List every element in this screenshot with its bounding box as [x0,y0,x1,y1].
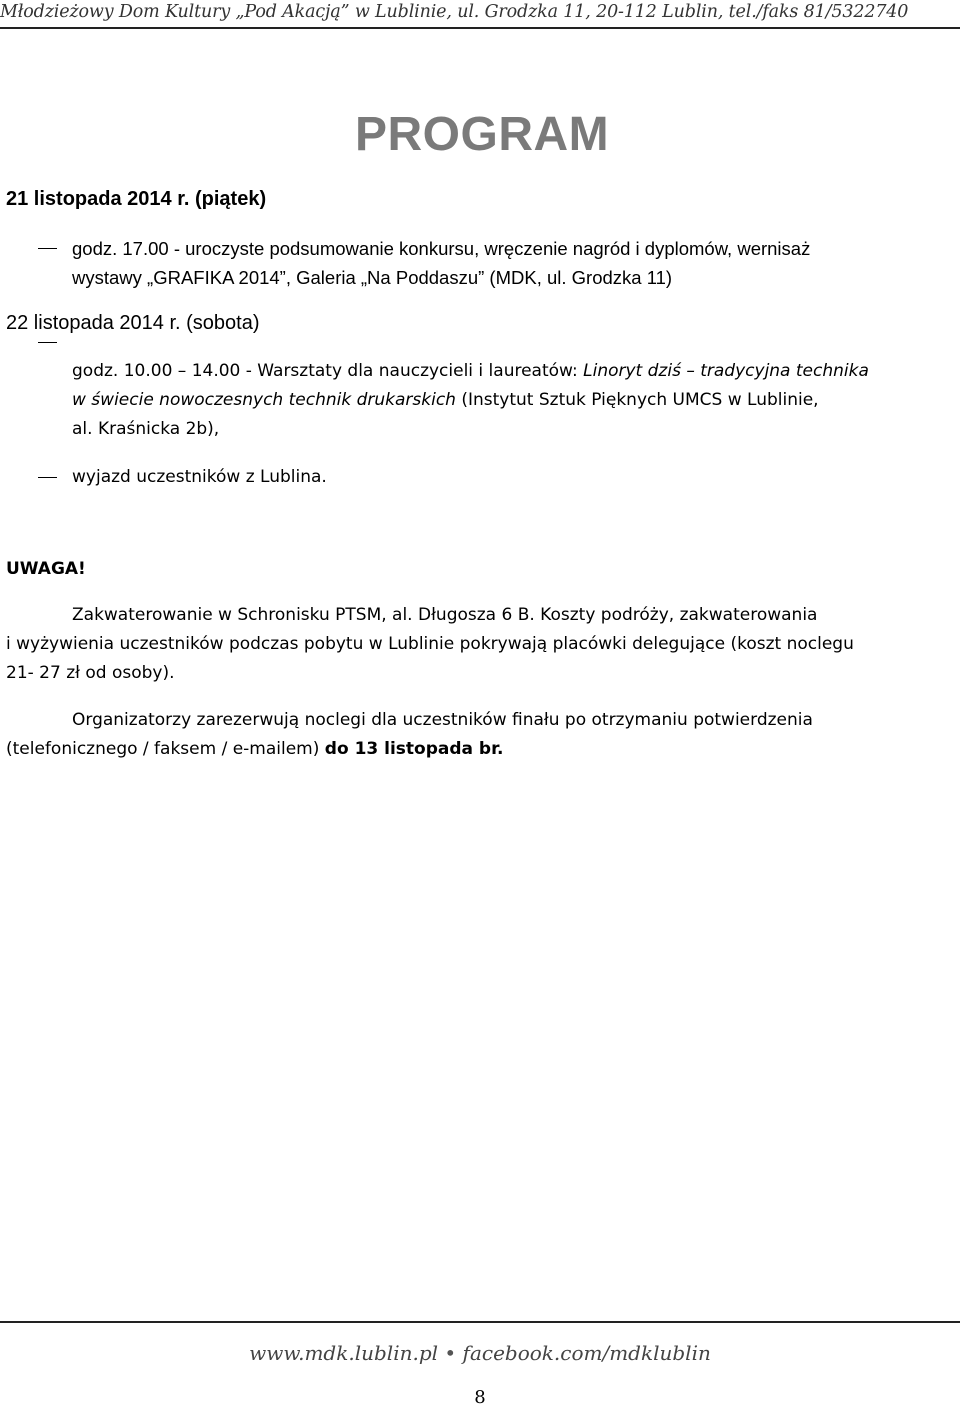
day2-item1-line3: al. Kraśnicka 2b), [72,419,220,439]
day1-item1-line1: godz. 17.00 - uroczyste podsumowanie konkursu, wręczenie nagród i dyplomów, wernisaż [72,238,811,259]
page-title: PROGRAM [355,108,610,161]
notice-heading: UWAGA! [6,559,86,579]
day2-item1-line2 [72,386,819,415]
workshop-title-part1: Linoryt dziś – tradycyjna technika [583,361,869,381]
dash-bullet [38,342,57,343]
facebook-link[interactable]: facebook.com/mdklublin [462,1341,711,1365]
day1-item1-line2: wystawy „GRAFIKA 2014”, Galeria „Na Poddaszu” (MDK, ul. Grodzka 11) [72,267,673,288]
day2-item2: wyjazd uczestników z Lublina. [72,467,327,487]
notice-line4: Organizatorzy zarezerwują noclegi dla uczestników finału po otrzymaniu potwierdzenia [72,710,813,730]
day2-item1-venue: (Instytut Sztuk Pięknych UMCS w Lublinie, [455,390,819,410]
workshop-title-part2: w świecie nowoczesnych technik drukarskich [72,390,456,410]
page-number: 8 [474,1387,486,1408]
page-header: Młodzieżowy Dom Kultury „Pod Akacją” w Lublinie, ul. Grodzka 11, 20-112 Lublin, tel./faks 81/5322740 [0,2,909,22]
website-link[interactable]: www.mdk.lublin.pl [249,1341,439,1365]
page-footer [0,1341,960,1365]
dash-bullet [38,477,57,478]
day1-heading: 21 listopada 2014 r. (piątek) [6,188,267,210]
notice-line5-text: (telefonicznego / faksem / e-mailem) [6,739,325,759]
notice-line1: Zakwaterowanie w Schronisku PTSM, al. Długosza 6 B. Koszty podróży, zakwaterowania [72,605,818,625]
day2-item1-line1 [72,357,869,386]
dash-bullet [38,248,57,249]
day2-item1-text: godz. 10.00 – 14.00 - Warsztaty dla nauczycieli i laureatów: [72,361,584,381]
deadline: do 13 listopada br. [324,739,504,759]
day2-heading: 22 listopada 2014 r. (sobota) [6,312,260,334]
footer-rule [0,1321,960,1323]
notice-line3: 21- 27 zł od osoby). [6,663,175,683]
bullet-separator: • [444,1341,457,1365]
notice-line2: i wyżywienia uczestników podczas pobytu w Lublinie pokrywają placówki delegujące (koszt noclegu [6,634,854,654]
notice-line5 [6,735,504,764]
header-rule [0,27,960,29]
